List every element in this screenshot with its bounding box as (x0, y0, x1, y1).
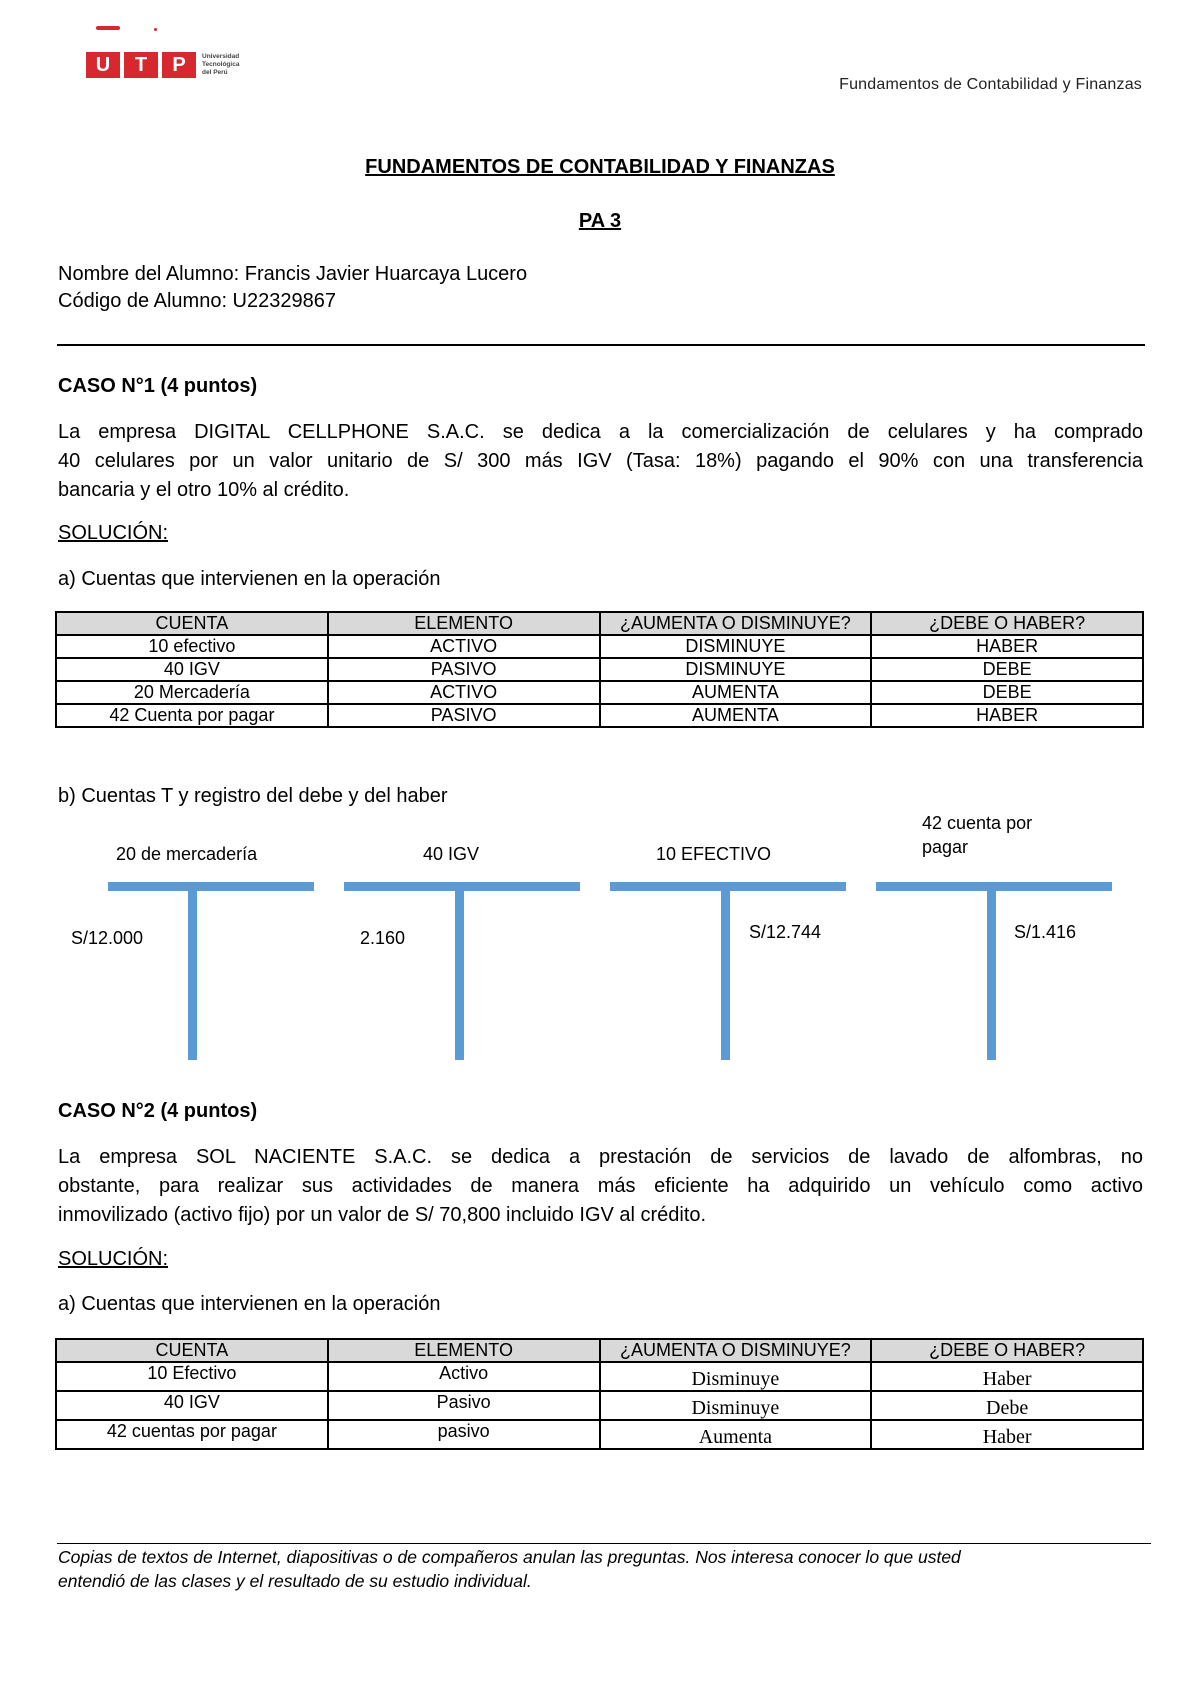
table-row (56, 658, 1143, 681)
student-code: Código de Alumno: U22329867 (58, 290, 336, 312)
t-account-cuentas-pagar-value: S/1.416 (1014, 922, 1077, 942)
case1-line-2: 40 celulares por un valor unitario de S/ 300 más IGV (Tasa: 18%) pagando el 90% con una transferencia (58, 450, 1143, 472)
cell: Activo (328, 1362, 600, 1391)
cell: DEBE (871, 681, 1143, 704)
t-account-efectivo-label: 10 EFECTIVO (656, 844, 772, 864)
col-header-elemento: ELEMENTO (328, 1339, 600, 1362)
cell: ACTIVO (328, 635, 600, 658)
t-account-cuentas-pagar-top (876, 882, 1112, 891)
case2-line-3: inmovilizado (activo fijo) por un valor de S/ 70,800 incluido IGV al crédito. (58, 1204, 707, 1226)
utp-logo (86, 52, 254, 80)
case2-line-1: La empresa SOL NACIENTE S.A.C. se dedica a prestación de servicios de lavado de alfombras, no (58, 1146, 1143, 1168)
case2-statement (58, 1143, 1143, 1230)
cell: Aumenta (600, 1420, 872, 1449)
footnote-line-2: entendió de las clases y el resultado de su estudio individual. (58, 1571, 532, 1591)
case2-part-a: a) Cuentas que intervienen en la operación (58, 1293, 441, 1315)
cell: PASIVO (328, 704, 600, 727)
case1-line-3: bancaria y el otro 10% al crédito. (58, 479, 350, 501)
cell: AUMENTA (600, 681, 872, 704)
logo-word-2: Tecnológica (202, 61, 240, 68)
t-account-igv-top (344, 882, 580, 891)
cell: AUMENTA (600, 704, 872, 727)
case1-title: CASO N°1 (4 puntos) (58, 375, 258, 397)
col-header-cuenta: CUENTA (56, 1339, 328, 1362)
table-row (56, 1391, 1143, 1420)
table-row (56, 681, 1143, 704)
logo-accent-dot (154, 28, 157, 31)
cell: 10 Efectivo (56, 1362, 328, 1391)
logo-letter-p: P (162, 52, 196, 78)
t-account-mercaderia-value: S/12.000 (71, 928, 144, 948)
cell: 40 IGV (56, 1391, 328, 1420)
t-account-mercaderia-stem (188, 891, 197, 1060)
cell: Disminuye (600, 1362, 872, 1391)
header-course-name: Fundamentos de Contabilidad y Finanzas (839, 76, 1142, 93)
cell: 40 IGV (56, 658, 328, 681)
cell: Pasivo (328, 1391, 600, 1420)
logo-word-1: Universidad (202, 53, 240, 60)
logo-letter-u: U (86, 52, 120, 78)
case2-line-2: obstante, para realizar sus actividades de manera más eficiente ha adquirido un vehículo como activo (58, 1175, 1143, 1197)
cell: pasivo (328, 1420, 600, 1449)
table-header-row (56, 612, 1143, 635)
col-header-elemento: ELEMENTO (328, 612, 600, 635)
t-account-efectivo-value: S/12.744 (749, 922, 822, 942)
t-account-mercaderia-top (108, 882, 314, 891)
case1-part-b: b) Cuentas T y registro del debe y del haber (58, 785, 448, 807)
cell: HABER (871, 704, 1143, 727)
col-header-cuenta: CUENTA (56, 612, 328, 635)
cell: PASIVO (328, 658, 600, 681)
cell: ACTIVO (328, 681, 600, 704)
cell: Debe (871, 1391, 1143, 1420)
page-subtitle: PA 3 (578, 210, 622, 232)
col-header-aumenta: ¿AUMENTA O DISMINUYE? (600, 1339, 872, 1362)
cell: Haber (871, 1362, 1143, 1391)
case2-solution-label: SOLUCIÓN: (58, 1248, 169, 1270)
student-name: Nombre del Alumno: Francis Javier Huarcaya Lucero (58, 263, 528, 285)
t-account-cuentas-pagar-label-2: pagar (922, 837, 969, 857)
case1-statement (58, 418, 1143, 505)
footnote (58, 1545, 1138, 1593)
col-header-debe-haber: ¿DEBE O HABER? (871, 612, 1143, 635)
cell: 10 efectivo (56, 635, 328, 658)
table-row (56, 1420, 1143, 1449)
table-row (56, 704, 1143, 727)
col-header-debe-haber: ¿DEBE O HABER? (871, 1339, 1143, 1362)
logo-letter-t: T (124, 52, 158, 78)
logo-word-3: del Perú (202, 69, 228, 76)
footnote-line-1: Copias de textos de Internet, diapositivas o de compañeros anulan las preguntas. Nos interesa conocer lo que usted (58, 1547, 961, 1567)
case1-table (55, 611, 1144, 728)
case1-solution-label: SOLUCIÓN: (58, 522, 169, 544)
t-account-igv-value: 2.160 (360, 928, 406, 948)
cell: Haber (871, 1420, 1143, 1449)
page-title: FUNDAMENTOS DE CONTABILIDAD Y FINANZAS (365, 156, 835, 178)
cell: DISMINUYE (600, 658, 872, 681)
case2-title: CASO N°2 (4 puntos) (58, 1100, 258, 1122)
cell: 20 Mercadería (56, 681, 328, 704)
table-row (56, 635, 1143, 658)
cell: DISMINUYE (600, 635, 872, 658)
t-account-igv-label: 40 IGV (423, 844, 480, 864)
cell: 42 cuentas por pagar (56, 1420, 328, 1449)
cell: HABER (871, 635, 1143, 658)
table-header-row (56, 1339, 1143, 1362)
t-account-mercaderia-label: 20 de mercadería (116, 844, 258, 864)
t-account-cuentas-pagar-stem (987, 891, 996, 1060)
footnote-divider (57, 1543, 1151, 1544)
case1-part-a: a) Cuentas que intervienen en la operación (58, 568, 441, 590)
case2-table (55, 1338, 1144, 1450)
col-header-aumenta: ¿AUMENTA O DISMINUYE? (600, 612, 872, 635)
table-row (56, 1362, 1143, 1391)
case1-line-1: La empresa DIGITAL CELLPHONE S.A.C. se dedica a la comercialización de celulares y ha comprado (58, 421, 1143, 443)
cell: 42 Cuenta por pagar (56, 704, 328, 727)
t-account-cuentas-pagar-label-1: 42 cuenta por (922, 813, 1033, 833)
header-divider (57, 344, 1145, 346)
cell: Disminuye (600, 1391, 872, 1420)
t-account-cuentas-pagar-label (922, 811, 1032, 859)
t-account-igv-stem (455, 891, 464, 1060)
t-account-efectivo-top (610, 882, 846, 891)
logo-accent-mark (96, 26, 120, 30)
t-account-efectivo-stem (721, 891, 730, 1060)
cell: DEBE (871, 658, 1143, 681)
